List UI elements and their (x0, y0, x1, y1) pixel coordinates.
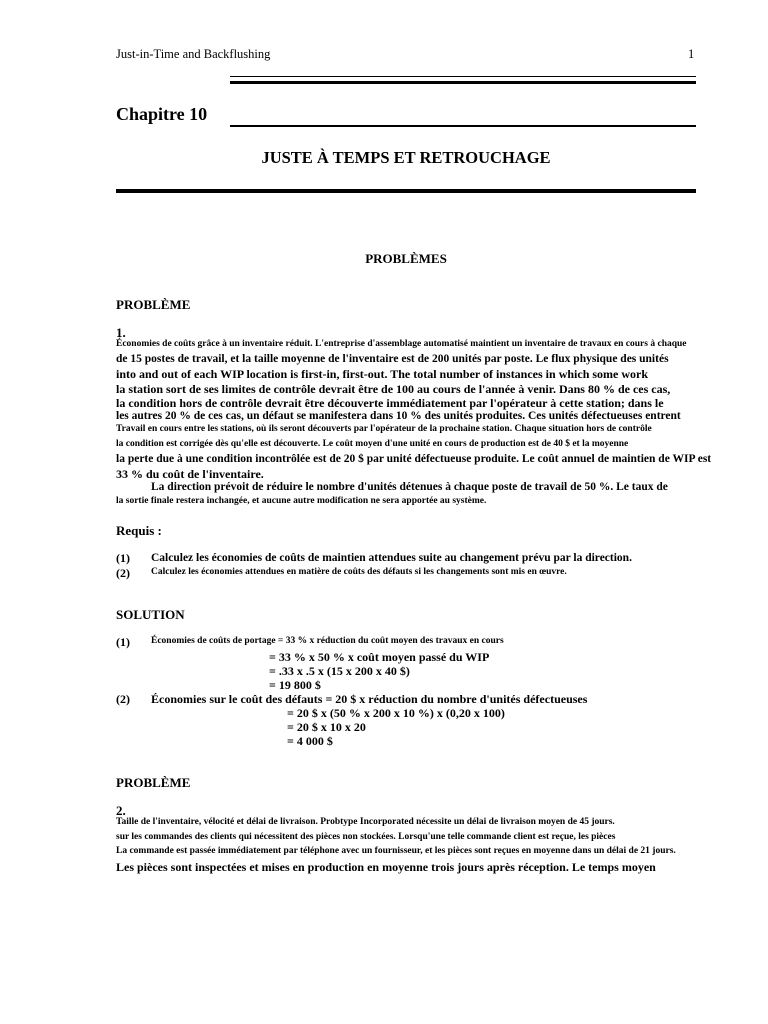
chapter-rule (230, 125, 696, 127)
problem-2-heading: PROBLÈME (116, 775, 191, 790)
problem-1-heading: PROBLÈME (116, 297, 191, 312)
problem-2-line: sur les commandes des clients qui nécessitent des pièces non stockées. Lorsqu'une telle commande client est reçue, les pièces (116, 832, 616, 842)
solution-calc-line: = 19 800 $ (269, 678, 321, 692)
problem-2-number: 2. (116, 803, 126, 818)
required-item-text: Calculez les économies de coûts de maintien attendues suite au changement prévu par la direction. (151, 552, 632, 564)
problem-2-line: Taille de l'inventaire, vélocité et délai de livraison. Probtype Incorporated nécessite un délai de livraison moyen de 45 jours. (116, 817, 615, 827)
problem-1-line: la perte due à une condition incontrôlée est de 20 $ par unité défectueuse produite. Le coût annuel de maintien de WIP est (116, 453, 712, 465)
problem-1-line: la sortie finale restera inchangée, et aucune autre modification ne sera apportée au système. (116, 496, 487, 506)
problem-1-line: les autres 20 % de ces cas, un défaut se manifestera dans 10 % des unités produites. Ces unités défectueuses entrent (116, 410, 681, 422)
title-rule-thick (116, 189, 696, 193)
chapter-title: JUSTE À TEMPS ET RETROUCHAGE (261, 148, 551, 167)
required-item-text: Calculez les économies attendues en matière de coûts des défauts si les changements sont mis en œuvre. (151, 567, 567, 577)
problem-1-line: Économies de coûts grâce à un inventaire réduit. L'entreprise d'assemblage automatisé maintient un inventaire de travaux en cours à chaque (116, 339, 687, 349)
problem-1-line: La direction prévoit de réduire le nombre d'unités détenues à chaque poste de travail de 50 %. Le taux de (151, 481, 668, 493)
problem-1-number: 1. (116, 325, 126, 340)
solution-calc-line: = .33 x .5 x (15 x 200 x 40 $) (269, 664, 410, 678)
problem-1-line: 33 % du coût de l'inventaire. (116, 467, 264, 481)
problem-1-line: la condition hors de contrôle devrait être découverte immédiatement par l'opérateur à cette station; dans le (116, 396, 664, 410)
problem-2-line: Les pièces sont inspectées et mises en production en moyenne trois jours après réception. Le temps moyen (116, 860, 656, 874)
problem-1-line: la condition est corrigée dès qu'elle est découverte. Le coût moyen d'une unité en cours de production est de 40 $ et la moyenne (116, 439, 629, 449)
problem-2-line: La commande est passée immédiatement par téléphone avec un fournisseur, et les pièces sont reçues en moyenne dans un délai de 21 jours. (116, 846, 676, 856)
solution-item-text: Économies de coûts de portage = 33 % x réduction du coût moyen des travaux en cours (151, 636, 504, 646)
solution-heading: SOLUTION (116, 607, 185, 622)
chapter-label: Chapitre 10 (116, 104, 208, 124)
solution-calc-line: = 20 $ x 10 x 20 (287, 720, 366, 734)
required-label: Requis : (116, 523, 162, 538)
top-rule-thick (230, 81, 696, 84)
page-number: 1 (688, 47, 695, 61)
running-header-title: Just-in-Time and Backflushing (116, 47, 271, 61)
solution-item-number: (1) (116, 635, 130, 649)
problem-1-line: into and out of each WIP location is first-in, first-out. The total number of instances in which some work (116, 367, 649, 381)
solution-item-text: Économies sur le coût des défauts = 20 $ x réduction du nombre d'unités défectueuses (151, 692, 588, 706)
top-rule-thin (230, 76, 696, 77)
problem-1-line: la station sort de ses limites de contrôle devrait être de 100 au cours de l'année à venir. Dans 80 % de ces cas, (116, 382, 671, 396)
problem-1-line: de 15 postes de travail, et la taille moyenne de l'inventaire est de 200 unités par poste. Le flux physique des unités (116, 353, 669, 365)
required-item-number: (2) (116, 566, 130, 580)
solution-item-number: (2) (116, 692, 130, 706)
solution-calc-line: = 20 $ x (50 % x 200 x 10 %) x (0,20 x 100) (287, 706, 505, 720)
required-item-number: (1) (116, 551, 130, 565)
solution-calc-line: = 33 % x 50 % x coût moyen passé du WIP (269, 650, 490, 664)
problem-1-line: Travail en cours entre les stations, où ils seront découverts par l'opérateur de la prochaine station. Chaque situation hors de contrôle (116, 424, 652, 434)
solution-calc-line: = 4 000 $ (287, 734, 333, 748)
section-heading: PROBLÈMES (365, 251, 447, 266)
